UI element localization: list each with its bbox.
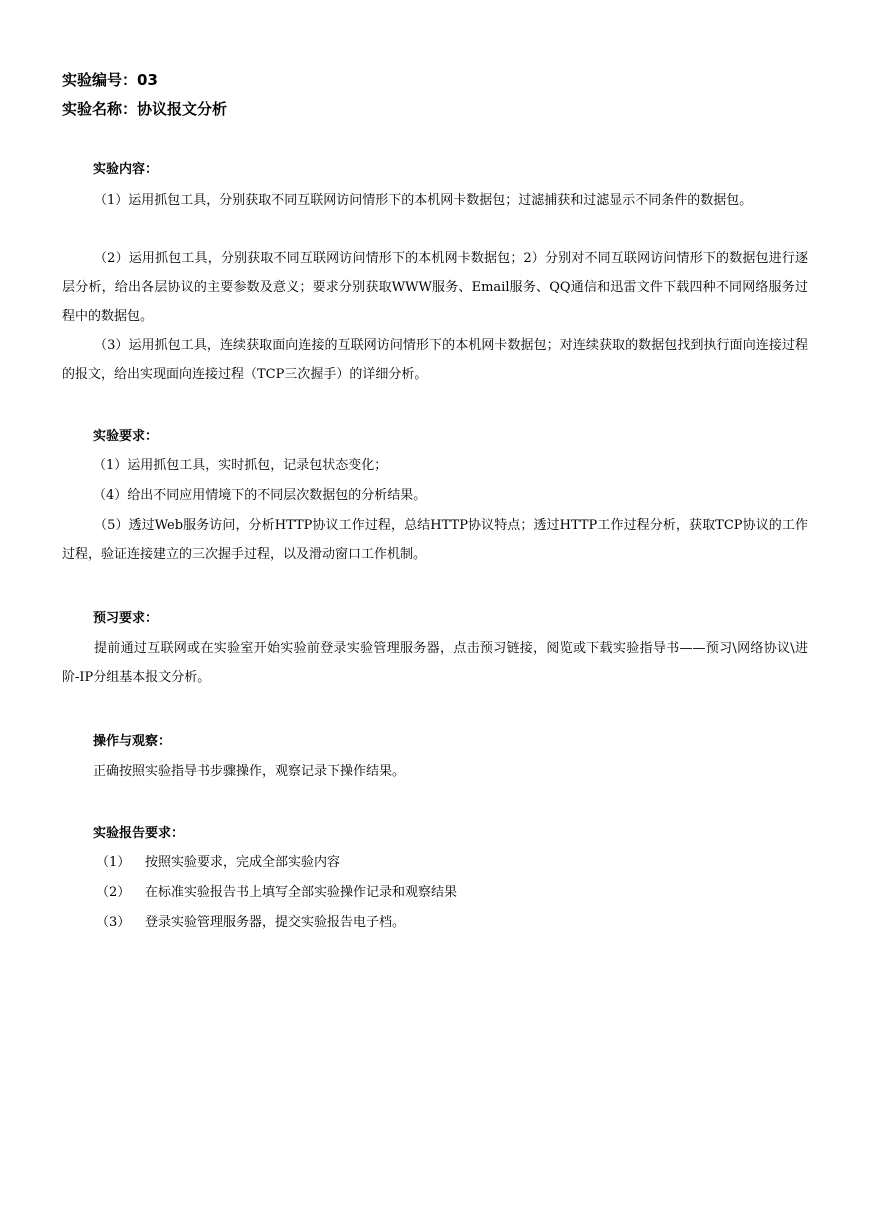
preview-text: 提前通过互联网或在实验室开始实验前登录实验管理服务器，点击预习链接，阅览或下载实验指导书——预习\网络协议\进阶-IP分组基本报文分析。 [62,641,808,685]
requirement-item-4: （4）给出不同应用情境下的不同层次数据包的分析结果。 [93,488,427,503]
operation-text: 正确按照实验指导书步骤操作，观察记录下操作结果。 [93,764,406,779]
report-item-2 [96,884,457,902]
requirement-item-5: （5）透过Web服务访问，分析HTTP协议工作过程，总结HTTP协议特点；透过HTTP工作过程分析，获取TCP协议的工作过程，验证连接建立的三次握手过程，以及滑动窗口工作机制。 [62,518,808,562]
report-item-text: 登录实验管理服务器，提交实验报告电子档。 [145,915,406,930]
requirement-item-1: （1）运用抓包工具，实时抓包，记录包状态变化； [93,458,388,473]
report-item-text: 在标准实验报告书上填写全部实验操作记录和观察结果 [145,885,458,900]
report-item-number: （1） [96,855,131,870]
content-item-3: （3）运用抓包工具，连续获取面向连接的互联网访问情形下的本机网卡数据包；对连续获取的数据包找到执行面向连接过程的报文，给出实现面向连接过程（TCP三次握手）的详细分析。 [62,338,808,382]
report-item-number: （3） [96,915,131,930]
content-item-1: （1）运用抓包工具，分别获取不同互联网访问情形下的本机网卡数据包；过滤捕获和过滤显示不同条件的数据包。 [94,193,753,208]
content-item-2: （2）运用抓包工具，分别获取不同互联网访问情形下的本机网卡数据包；2）分别对不同互联网访问情形下的数据包进行逐层分析，给出各层协议的主要参数及意义；要求分别获取WWW服务、Email服务、QQ通信和迅雷文件下载四种不同网络服务过程中的数据包。 [62,251,808,324]
report-item-1 [96,854,340,872]
content-section-title: 实验内容： [93,162,159,177]
requirements-section-title: 实验要求： [93,429,159,444]
report-section-title: 实验报告要求： [93,826,185,841]
operation-section-title: 操作与观察： [93,734,172,749]
report-item-text: 按照实验要求，完成全部实验内容 [145,855,341,870]
report-item-number: （2） [96,885,131,900]
experiment-number: 实验编号：03 [62,71,158,89]
report-item-3 [96,914,405,932]
experiment-name: 实验名称：协议报文分析 [62,100,228,118]
preview-section-title: 预习要求： [93,611,159,626]
